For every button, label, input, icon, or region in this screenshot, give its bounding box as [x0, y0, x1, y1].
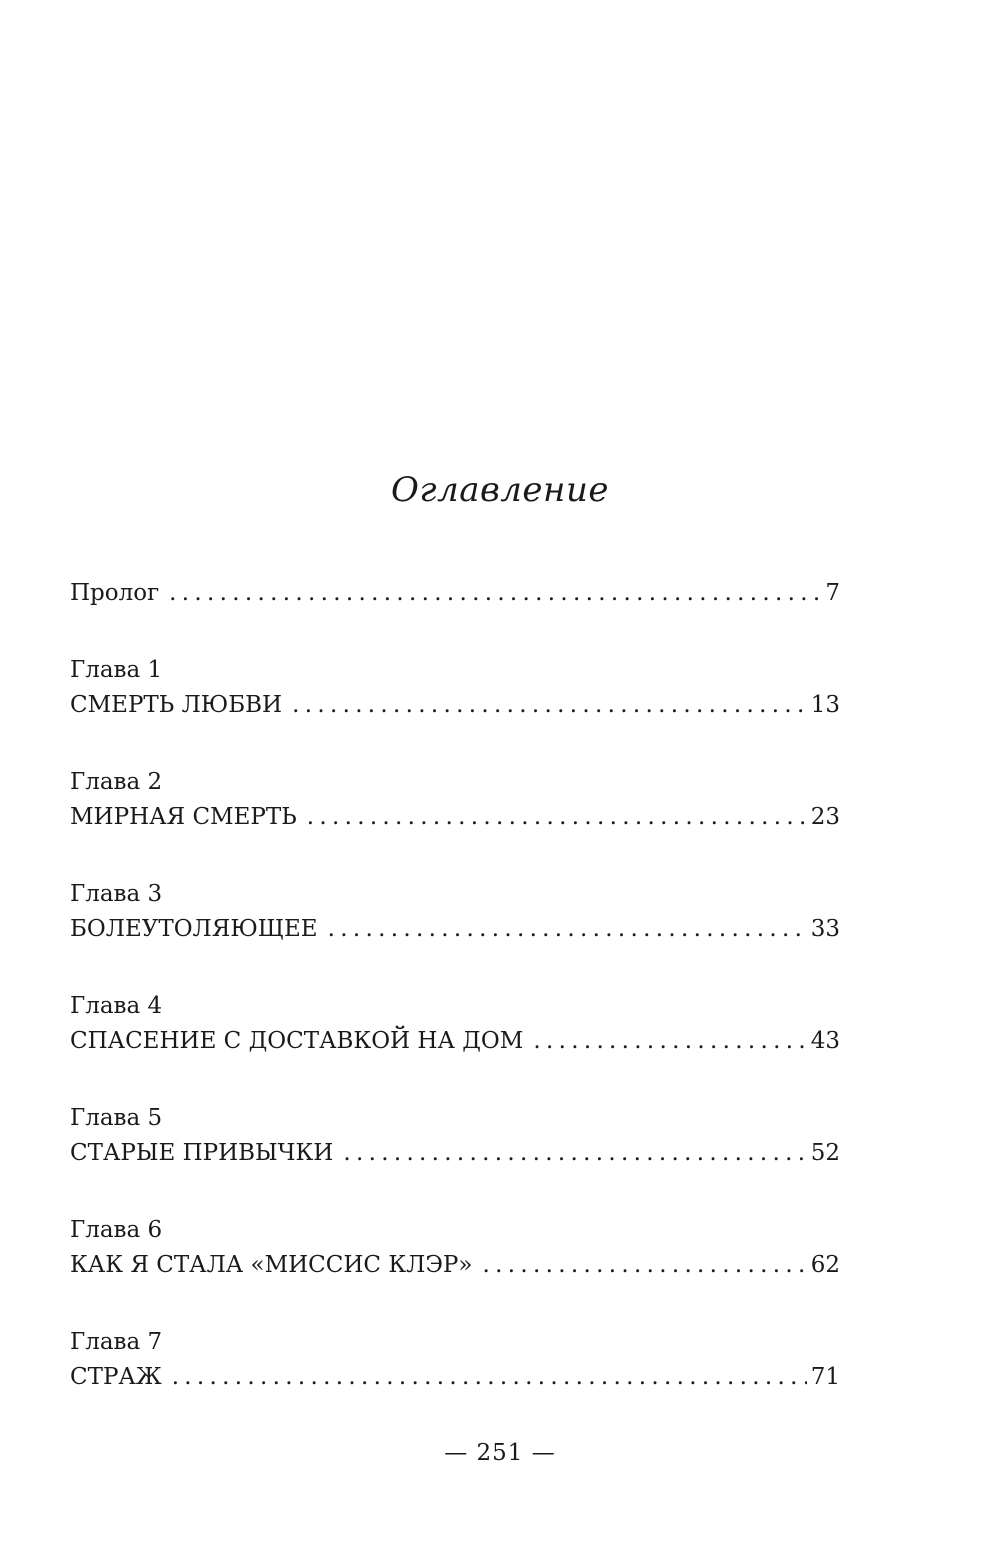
toc-line	[70, 1135, 840, 1171]
entry-page-number: 23	[810, 804, 840, 830]
dot-leader	[533, 1023, 806, 1059]
dot-leader	[169, 575, 821, 611]
table-of-contents	[70, 575, 840, 1395]
chapter-label: Глава 7	[70, 1329, 163, 1355]
toc-entry-chapter-4	[70, 990, 840, 1059]
entry-title: СТАРЫЕ ПРИВЫЧКИ	[70, 1140, 334, 1166]
entry-title: БОЛЕУТОЛЯЮЩЕЕ	[70, 916, 318, 942]
toc-line	[70, 687, 840, 723]
dot-leader	[328, 911, 807, 947]
entry-title: МИРНАЯ СМЕРТЬ	[70, 804, 297, 830]
dot-leader	[172, 1359, 807, 1395]
toc-line	[70, 1247, 840, 1283]
dot-leader	[307, 799, 807, 835]
chapter-label: Глава 1	[70, 657, 163, 683]
toc-title: Оглавление	[391, 470, 609, 510]
entry-page-number: 43	[810, 1028, 840, 1054]
toc-entry-chapter-2	[70, 766, 840, 835]
entry-page-number: 52	[810, 1140, 840, 1166]
entry-page-number: 71	[810, 1364, 840, 1390]
toc-line	[70, 1359, 840, 1395]
toc-line	[70, 911, 840, 947]
entry-page-number: 7	[825, 580, 840, 606]
entry-title: СМЕРТЬ ЛЮБВИ	[70, 692, 283, 718]
dot-leader	[292, 687, 807, 723]
entry-title: Пролог	[70, 580, 160, 606]
toc-entry-chapter-3	[70, 878, 840, 947]
entry-page-number: 33	[810, 916, 840, 942]
toc-line	[70, 1023, 840, 1059]
page-number-footer: — 251 —	[444, 1440, 556, 1466]
entry-title: КАК Я СТАЛА «МИССИС КЛЭР»	[70, 1252, 473, 1278]
toc-entry-chapter-6	[70, 1214, 840, 1283]
dot-leader	[343, 1135, 806, 1171]
chapter-label: Глава 2	[70, 769, 163, 795]
toc-line	[70, 799, 840, 835]
chapter-label: Глава 3	[70, 881, 163, 907]
toc-line	[70, 575, 840, 611]
toc-entry-chapter-1	[70, 654, 840, 723]
toc-entry-prologue	[70, 575, 840, 611]
chapter-label: Глава 6	[70, 1217, 163, 1243]
entry-page-number: 13	[810, 692, 840, 718]
entry-title: СТРАЖ	[70, 1364, 162, 1390]
entry-title: СПАСЕНИЕ С ДОСТАВКОЙ НА ДОМ	[70, 1028, 524, 1054]
dot-leader	[482, 1247, 806, 1283]
chapter-label: Глава 5	[70, 1105, 163, 1131]
toc-entry-chapter-7	[70, 1326, 840, 1395]
toc-entry-chapter-5	[70, 1102, 840, 1171]
entry-page-number: 62	[810, 1252, 840, 1278]
chapter-label: Глава 4	[70, 993, 163, 1019]
